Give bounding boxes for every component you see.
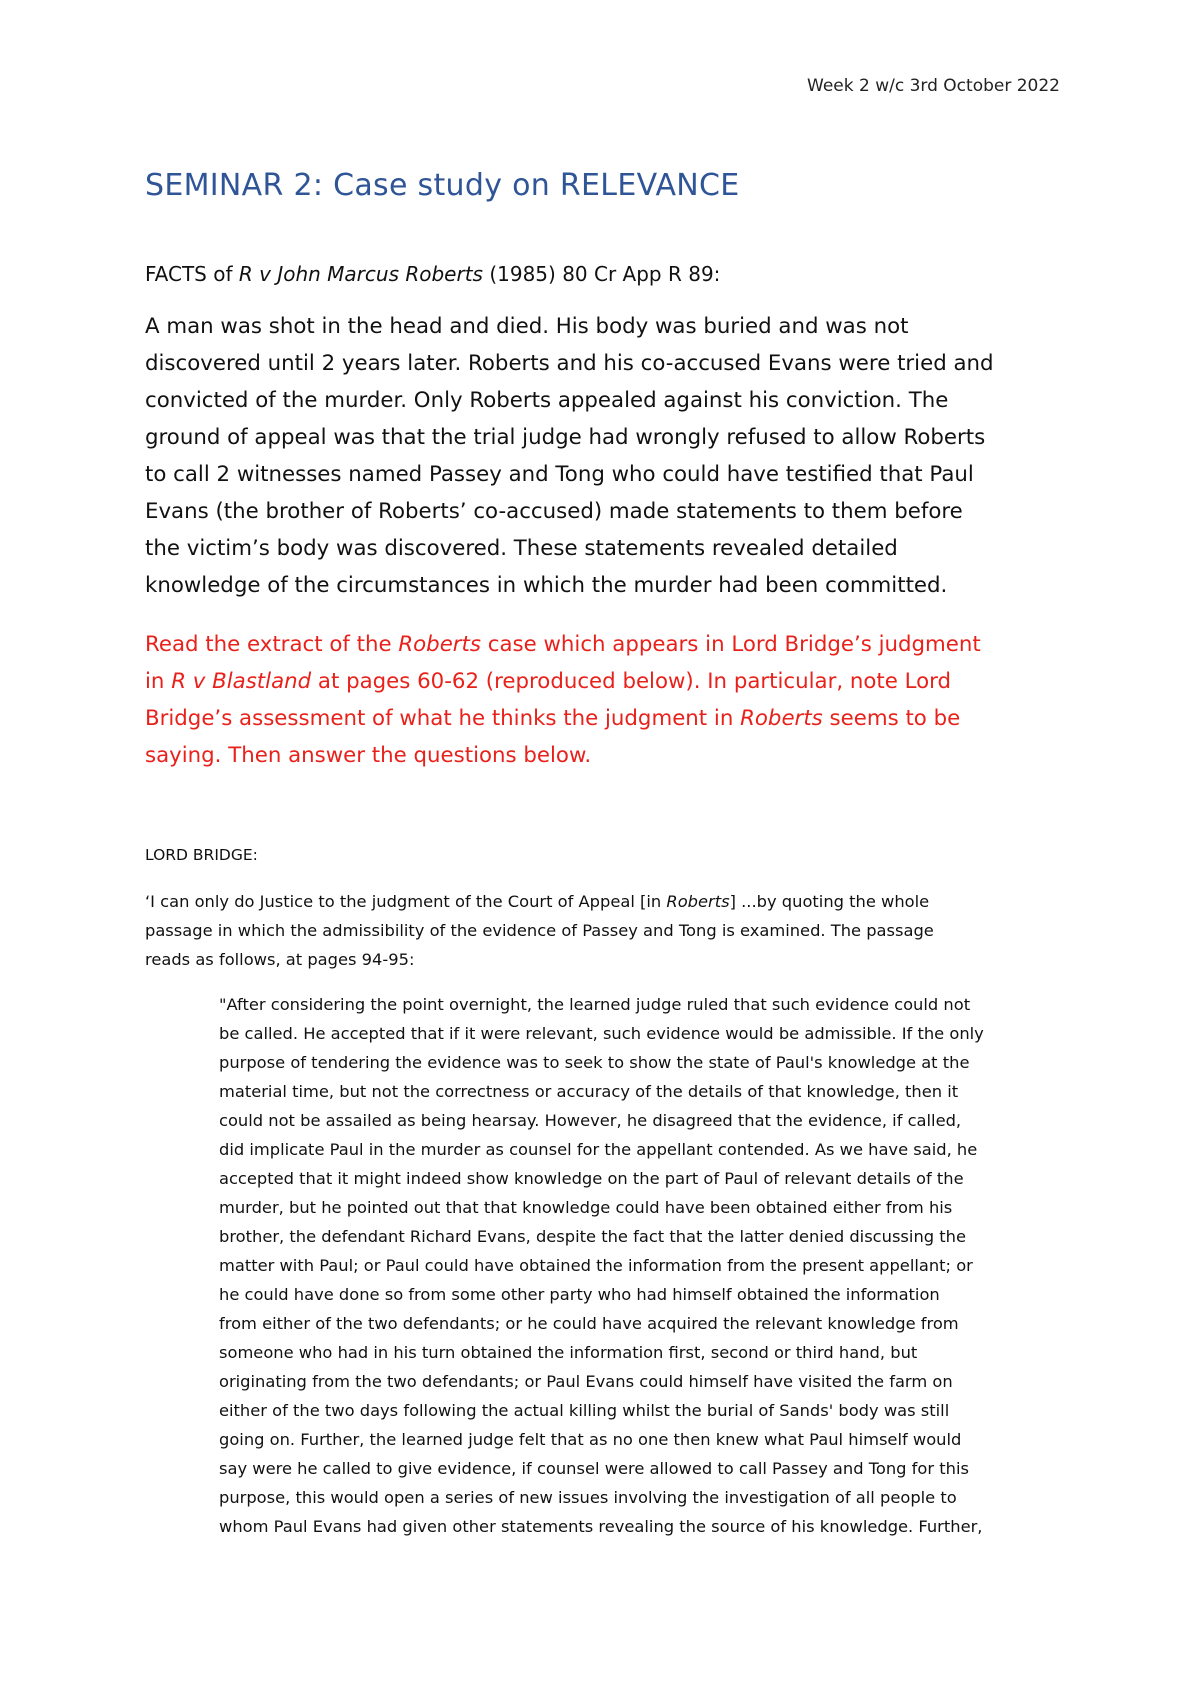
quote-line: originating from the two defendants; or Paul Evans could himself have visited the farm on	[219, 1372, 953, 1391]
speaker-label: LORD BRIDGE:	[145, 846, 258, 864]
facts-line: ground of appeal was that the trial judge had wrongly refused to allow Roberts	[145, 425, 986, 450]
instruction-text: seems to be	[822, 706, 961, 731]
facts-line: knowledge of the circumstances in which the murder had been committed.	[145, 573, 948, 598]
header-date: Week 2 w/c 3rd October 2022	[807, 76, 1060, 96]
instruction-line: saying. Then answer the questions below.	[145, 743, 592, 768]
facts-paragraph	[145, 308, 1065, 604]
facts-heading-prefix: FACTS of	[145, 262, 239, 286]
intro-case-name: Roberts	[666, 892, 730, 911]
quote-line: murder, but he pointed out that that knowledge could have been obtained either from his	[219, 1198, 953, 1217]
instruction-line	[145, 663, 1065, 700]
quote-line: accepted that it might indeed show knowledge on the part of Paul of relevant details of the	[219, 1169, 964, 1188]
quote-line: he could have done so from some other party who had himself obtained the information	[219, 1285, 940, 1304]
instruction-paragraph	[145, 626, 1065, 774]
quote-line: matter with Paul; or Paul could have obtained the information from the present appellant; or	[219, 1256, 973, 1275]
quote-line: either of the two days following the actual killing whilst the burial of Sands' body was still	[219, 1401, 950, 1420]
intro-text: ‘I can only do Justice to the judgment of the Court of Appeal [in	[145, 892, 667, 911]
case-citation: (1985) 80 Cr App R 89:	[482, 262, 721, 286]
quote-line: could not be assailed as being hearsay. However, he disagreed that the evidence, if called,	[219, 1111, 962, 1130]
instruction-text: Bridge’s assessment of what he thinks the judgment in	[145, 706, 741, 731]
quote-line: whom Paul Evans had given other statements revealing the source of his knowledge. Further,	[219, 1517, 983, 1536]
quote-line: going on. Further, the learned judge felt that as no one then knew what Paul himself would	[219, 1430, 962, 1449]
facts-line: the victim’s body was discovered. These statements revealed detailed	[145, 536, 898, 561]
quote-line: brother, the defendant Richard Evans, despite the fact that the latter denied discussing the	[219, 1227, 966, 1246]
quote-line: be called. He accepted that if it were relevant, such evidence would be admissible. If the only	[219, 1024, 984, 1043]
intro-text: ] ...by quoting the whole	[729, 892, 930, 911]
quote-line: purpose, this would open a series of new issues involving the investigation of all people to	[219, 1488, 957, 1507]
quote-line: did implicate Paul in the murder as counsel for the appellant contended. As we have said, he	[219, 1140, 978, 1159]
facts-line: discovered until 2 years later. Roberts and his co-accused Evans were tried and	[145, 351, 994, 376]
instruction-text: Read the extract of the	[145, 632, 399, 657]
quoted-passage	[219, 990, 1061, 1541]
instruction-case-name: R v Blastland	[171, 669, 312, 694]
intro-line: passage in which the admissibility of the evidence of Passey and Tong is examined. The passage	[145, 921, 934, 940]
facts-line: A man was shot in the head and died. His body was buried and was not	[145, 314, 909, 339]
facts-line: to call 2 witnesses named Passey and Tong who could have testified that Paul	[145, 462, 974, 487]
instruction-line	[145, 626, 1065, 663]
facts-heading	[145, 262, 720, 286]
instruction-case-name: Roberts	[740, 706, 823, 731]
instruction-text: in	[145, 669, 172, 694]
quote-line: say were he called to give evidence, if counsel were allowed to call Passey and Tong for this	[219, 1459, 969, 1478]
quote-line: purpose of tendering the evidence was to seek to show the state of Paul's knowledge at the	[219, 1053, 970, 1072]
intro-paragraph	[145, 887, 1055, 974]
quote-line: material time, but not the correctness or accuracy of the details of that knowledge, then it	[219, 1082, 959, 1101]
page-title: SEMINAR 2: Case study on RELEVANCE	[145, 168, 740, 203]
instruction-text: at pages 60-62 (reproduced below). In particular, note Lord	[311, 669, 952, 694]
instruction-line	[145, 700, 1065, 737]
quote-line: "After considering the point overnight, the learned judge ruled that such evidence could not	[219, 995, 971, 1014]
facts-line: Evans (the brother of Roberts’ co-accused) made statements to them before	[145, 499, 963, 524]
intro-line	[145, 887, 1055, 916]
facts-line: convicted of the murder. Only Roberts appealed against his conviction. The	[145, 388, 949, 413]
case-name: R v John Marcus Roberts	[238, 262, 483, 286]
instruction-case-name: Roberts	[398, 632, 481, 657]
instruction-text: case which appears in Lord Bridge’s judgment	[481, 632, 981, 657]
quote-line: someone who had in his turn obtained the information first, second or third hand, but	[219, 1343, 918, 1362]
intro-line: reads as follows, at pages 94-95:	[145, 950, 415, 969]
quote-line: from either of the two defendants; or he could have acquired the relevant knowledge from	[219, 1314, 959, 1333]
